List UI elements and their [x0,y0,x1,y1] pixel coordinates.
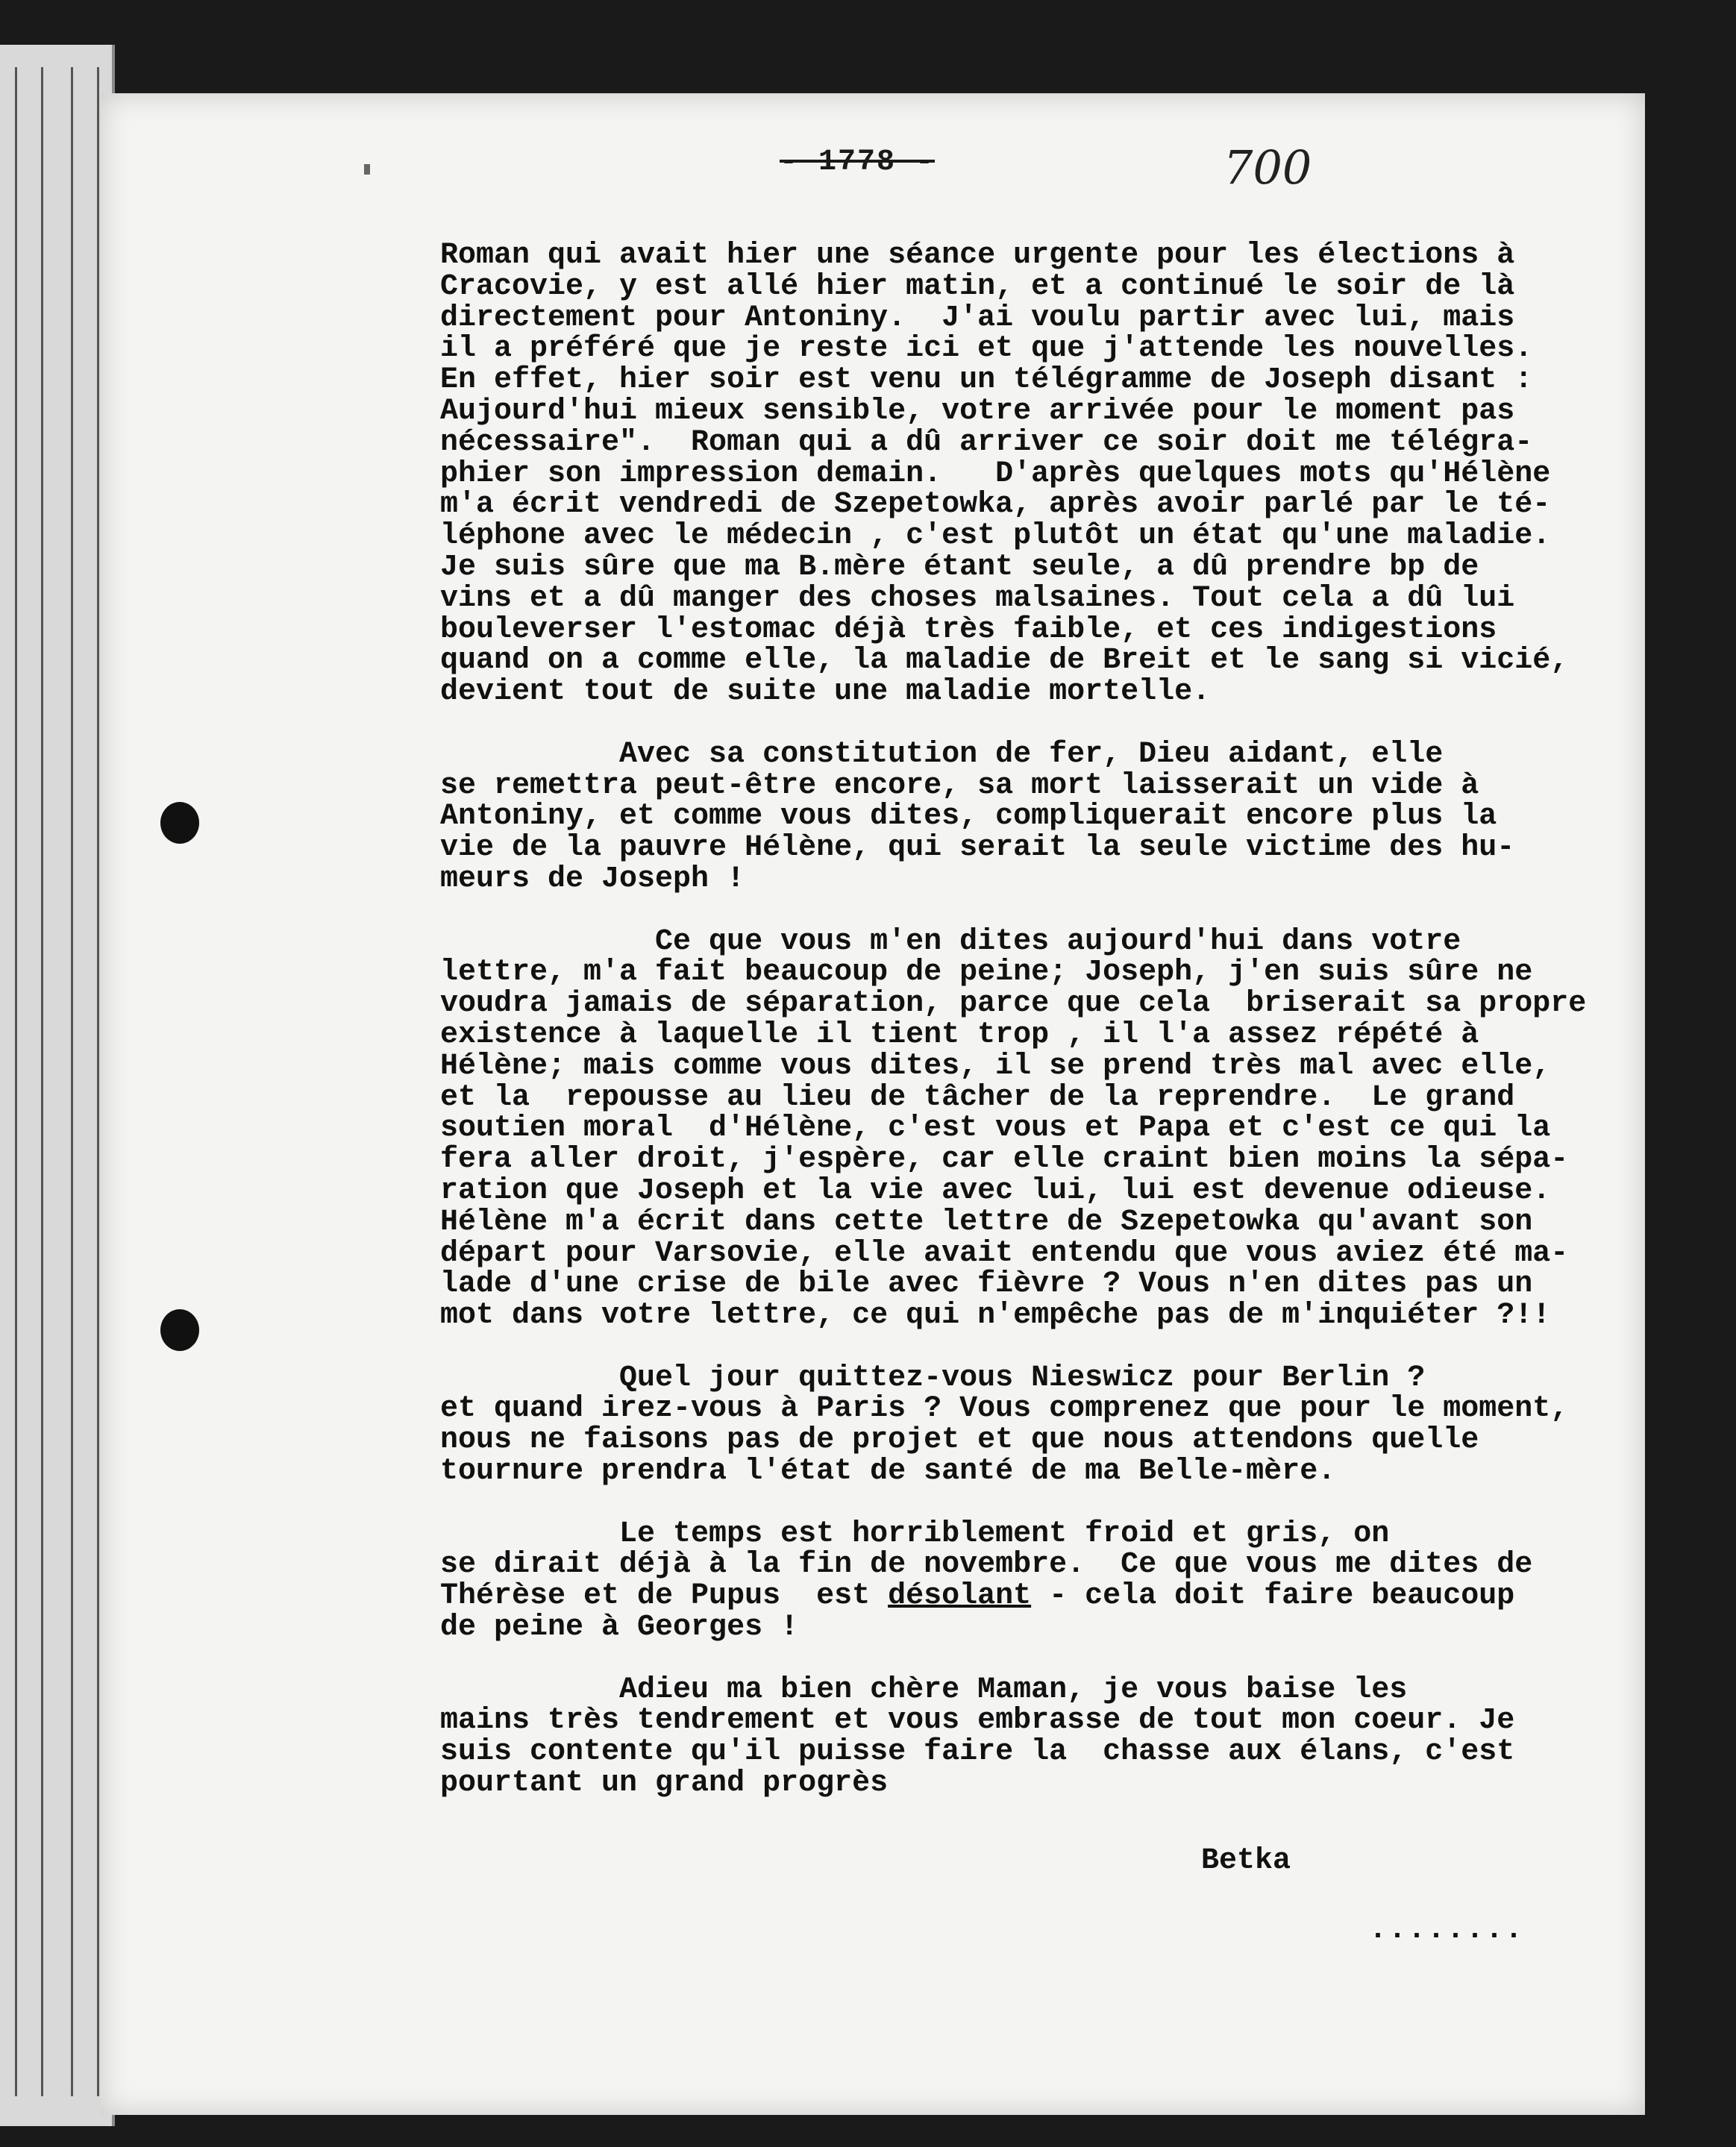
letter-line: voudra jamais de séparation, parce que cela briserait sa propre [440,987,1587,1021]
sheet-edge [71,67,73,2096]
letter-line: m'a écrit vendredi de Szepetowka, après avoir parlé par le té- [440,488,1551,522]
letter-line: Aujourd'hui mieux sensible, votre arrivée pour le moment pas [440,394,1515,428]
letter-line [440,895,1641,927]
letter-line: Thérèse et de Pupus est désolant - cela doit faire beaucoup [440,1579,1515,1614]
signature: Betka [1201,1844,1291,1878]
letter-line: Antoniny, et comme vous dites, compliquerait encore plus la [440,800,1497,834]
letter-line: phier son impression demain. D'après quelques mots qu'Hélène [440,457,1551,491]
letter-line: nous ne faisons pas de projet et que nous attendons quelle [440,1423,1479,1458]
letter-line [440,1332,1641,1363]
letter-line: lade d'une crise de bile avec fièvre ? Vous n'en dites pas un [440,1267,1533,1302]
page-stack-edge [0,45,115,2126]
letter-line: suis contente qu'il puisse faire la chasse aux élans, c'est [440,1735,1515,1770]
letter-line: se dirait déjà à la fin de novembre. Ce que vous me dites de [440,1548,1533,1582]
letter-line [440,1488,1641,1519]
letter-line: vie de la pauvre Hélène, qui serait la seule victime des hu- [440,831,1515,865]
letter-line: lettre, m'a fait beaucoup de peine; Joseph, j'en suis sûre ne [440,956,1533,990]
sheet-edge [41,67,43,2096]
letter-line: Ce que vous m'en dites aujourd'hui dans votre [440,924,1461,959]
letter-line: départ pour Varsovie, elle avait entendu que vous aviez été ma- [440,1236,1569,1270]
letter-line: ration que Joseph et la vie avec lui, lui est devenue odieuse. [440,1173,1551,1208]
letter-line: léphone avec le médecin , c'est plutôt un état qu'une maladie. [440,519,1551,554]
letter-line: fera aller droit, j'espère, car elle craint bien moins la sépa- [440,1143,1569,1177]
letter-line: Roman qui avait hier une séance urgente pour les élections à [440,239,1515,272]
letter-line: devient tout de suite une maladie mortelle. [440,675,1211,709]
letter-line: tournure prendra l'état de santé de ma Belle-mère. [440,1455,1336,1489]
letter-line: nécessaire". Roman qui a dû arriver ce soir doit me télégra- [440,425,1533,460]
punch-hole [160,1309,199,1351]
letter-line: directement pour Antoniny. J'ai voulu partir avec lui, mais [440,301,1515,335]
letter-line: existence à laquelle il tient trop , il l'a assez répété à [440,1018,1479,1052]
letter-line [440,708,1641,739]
letter-line: En effet, hier soir est venu un télégramme de Joseph disant : [440,363,1533,398]
underlined-word: désolant [888,1579,1032,1614]
punch-hole [160,802,199,844]
letter-line: Je suis sûre que ma B.mère étant seule, a dû prendre bp de [440,550,1479,584]
letter-line: et la repousse au lieu de tâcher de la reprendre. Le grand [440,1080,1515,1115]
letter-line: vins et a dû manger des choses malsaines. Tout cela a dû lui [440,581,1515,615]
letter-line: meurs de Joseph ! [440,862,745,896]
letter-line: Avec sa constitution de fer, Dieu aidant, elle [440,737,1444,771]
letter-line: de peine à Georges ! [440,1611,799,1645]
letter-line: et quand irez-vous à Paris ? Vous comprenez que pour le moment, [440,1392,1569,1426]
letter-line: pourtant un grand progrès [440,1767,889,1801]
archive-number: 700 [1223,140,1312,195]
letter-line: Hélène m'a écrit dans cette lettre de Szepetowka qu'avant son [440,1205,1533,1239]
letter-line: quand on a comme elle, la maladie de Breit et le sang si vicié, [440,644,1569,678]
page-number: - 1778 - [780,145,936,179]
letter-line: Hélène; mais comme vous dites, il se prend très mal avec elle, [440,1049,1551,1083]
paper-mark [364,164,370,175]
letter-body [440,240,1641,1799]
letter-line: soutien moral d'Hélène, c'est vous et Papa et c'est ce qui la [440,1112,1551,1146]
letter-line: Quel jour quittez-vous Nieswicz pour Berlin ? [440,1361,1426,1395]
letter-line: mot dans votre lettre, ce qui n'empêche pas de m'inquiéter ?!! [440,1299,1551,1333]
letter-line: mains très tendrement et vous embrasse de tout mon coeur. Je [440,1704,1515,1738]
letter-line: bouleverser l'estomac déjà très faible, et ces indigestions [440,612,1497,647]
sheet-edge [15,67,17,2096]
letter-line: il a préféré que je reste ici et que j'attende les nouvelles. [440,332,1533,366]
closing-dots: ........ [1369,1914,1525,1947]
letter-line [440,1643,1641,1675]
letter-line: Adieu ma bien chère Maman, je vous baise les [440,1673,1408,1707]
letter-line: se remettra peut-être encore, sa mort laisserait un vide à [440,768,1479,803]
sheet-edge [97,67,99,2096]
letter-line: Cracovie, y est allé hier matin, et a continué le soir de là [440,269,1515,304]
letter-line: Le temps est horriblement froid et gris, on [440,1517,1390,1551]
